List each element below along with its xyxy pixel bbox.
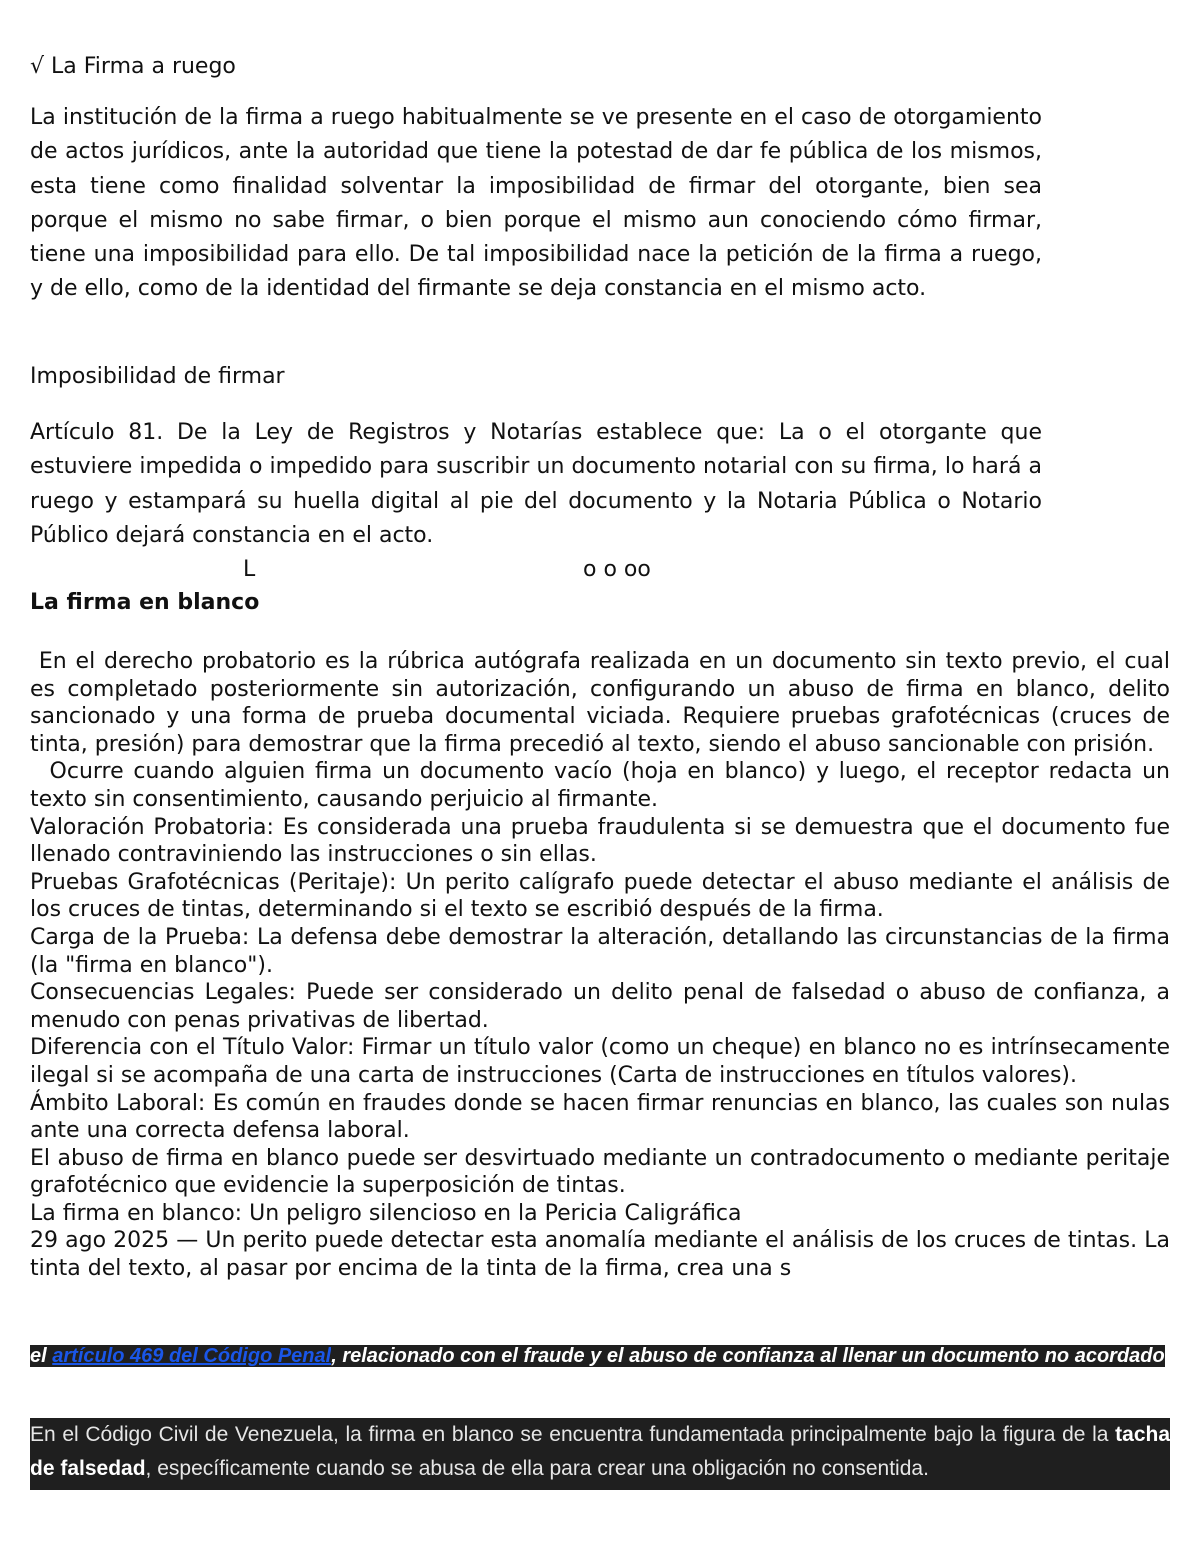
- paragraph-articulo-81: Artículo 81. De la Ley de Registros y Notarías establece que: La o el otorgante que estuviere impedida o impedido para suscribir un documento notarial con su firma, lo hará a ruego y estampará su huella digital al pie del documento y la Notaria Pública o Notario Público dejará constancia en el acto.: [30, 420, 1042, 548]
- section-heading-imposibilidad: Imposibilidad de firmar: [30, 364, 285, 389]
- paragraph: La firma en blanco: Un peligro silencioso en la Pericia Caligráfica: [30, 1200, 742, 1226]
- paragraph: Carga de la Prueba: La defensa debe demostrar la alteración, detallando las circunstancias de la firma (la "firma en blanco").: [30, 924, 1170, 978]
- paragraph: 29 ago 2025 — Un perito puede detectar esta anomalía mediante el análisis de los cruces de tintas. La tinta del texto, al pasar por encima de la tinta de la firma, crea una s: [30, 1228, 1170, 1282]
- highlight2-suffix: , específicamente cuando se abusa de ella para crear una obligación no consentida.: [145, 1457, 929, 1480]
- paragraph: Consecuencias Legales: Puede ser considerado un delito penal de falsedad o abuso de confianza, a menudo con penas privativas de libertad.: [30, 980, 1170, 1033]
- highlight-codigo-civil-text: [30, 1418, 1170, 1486]
- highlight-codigo-civil: [30, 1418, 1170, 1490]
- paragraph: Valoración Probatoria: Es considerada una prueba fraudulenta si se demuestra que el documento fue llenado contraviniendo las instrucciones o sin ellas.: [30, 814, 1170, 868]
- link-articulo-469[interactable]: artículo 469 del Código Penal: [52, 1345, 332, 1367]
- stray-mark-o: o o oo: [583, 557, 651, 582]
- paragraph: Pruebas Grafotécnicas (Peritaje): Un perito calígrafo puede detectar el abuso mediante el análisis de los cruces de tintas, determinando si el texto se escribió después de la firma.: [30, 869, 1170, 923]
- highlight-codigo-penal: [30, 1343, 1170, 1370]
- paragraph: Ámbito Laboral: Es común en fraudes donde se hacen firmar renuncias en blanco, las cuales son nulas ante una correcta defensa laboral.: [30, 1090, 1170, 1144]
- paragraph: En el derecho probatorio es la rúbrica autógrafa realizada en un documento sin texto previo, el cual es completado posteriormente sin autorización, configurando un abuso de firma en blanco, delito sancionado y una forma de prueba documental viciada. Requiere pruebas grafotécnicas (cruces de tinta, presión) para demostrar que la firma precedió al texto, siendo el abuso sancionable con prisión.: [30, 649, 1177, 757]
- paragraph: Ocurre cuando alguien firma un documento vacío (hoja en blanco) y luego, el receptor redacta un texto sin consentimiento, causando perjuicio al firmante.: [30, 759, 1177, 812]
- highlight2-prefix: En el Código Civil de Venezuela, la firma en blanco se encuentra fundamentada principalmente bajo la figura de la: [30, 1423, 1116, 1446]
- paragraph-firma-a-ruego: La institución de la firma a ruego habitualmente se ve presente en el caso de otorgamiento de actos jurídicos, ante la autoridad que tiene la potestad de dar fe pública de los mismos, esta tiene como finalidad solventar la imposibilidad de firmar del otorgante, bien sea porque el mismo no sabe firmar, o bien porque el mismo aun conociendo cómo firmar, tiene una imposibilidad para ello. De tal imposibilidad nace la petición de la firma a ruego, y de ello, como de la identidad del firmante se deja constancia en el mismo acto.: [30, 105, 1042, 302]
- highlight2-bold: tacha de falsedad: [30, 1423, 1170, 1480]
- paragraph: Diferencia con el Título Valor: Firmar un título valor (como un cheque) en blanco no es intrínsecamente ilegal si se acompaña de una carta de instrucciones (Carta de instrucciones en títulos valores).: [30, 1035, 1170, 1088]
- section-heading-firma-en-blanco: La firma en blanco: [30, 590, 260, 615]
- firma-en-blanco-body: [30, 648, 1177, 1283]
- section-heading-firma-a-ruego: √ La Firma a ruego: [30, 54, 236, 79]
- stray-mark-l: L: [243, 557, 256, 582]
- highlight-prefix: el: [30, 1345, 53, 1367]
- highlight-suffix: , relacionado con el fraude y el abuso de confianza al llenar un documento no acordado: [331, 1345, 1165, 1367]
- paragraph: El abuso de firma en blanco puede ser desvirtuado mediante un contradocumento o mediante peritaje grafotécnico que evidencie la superposición de tintas.: [30, 1145, 1170, 1199]
